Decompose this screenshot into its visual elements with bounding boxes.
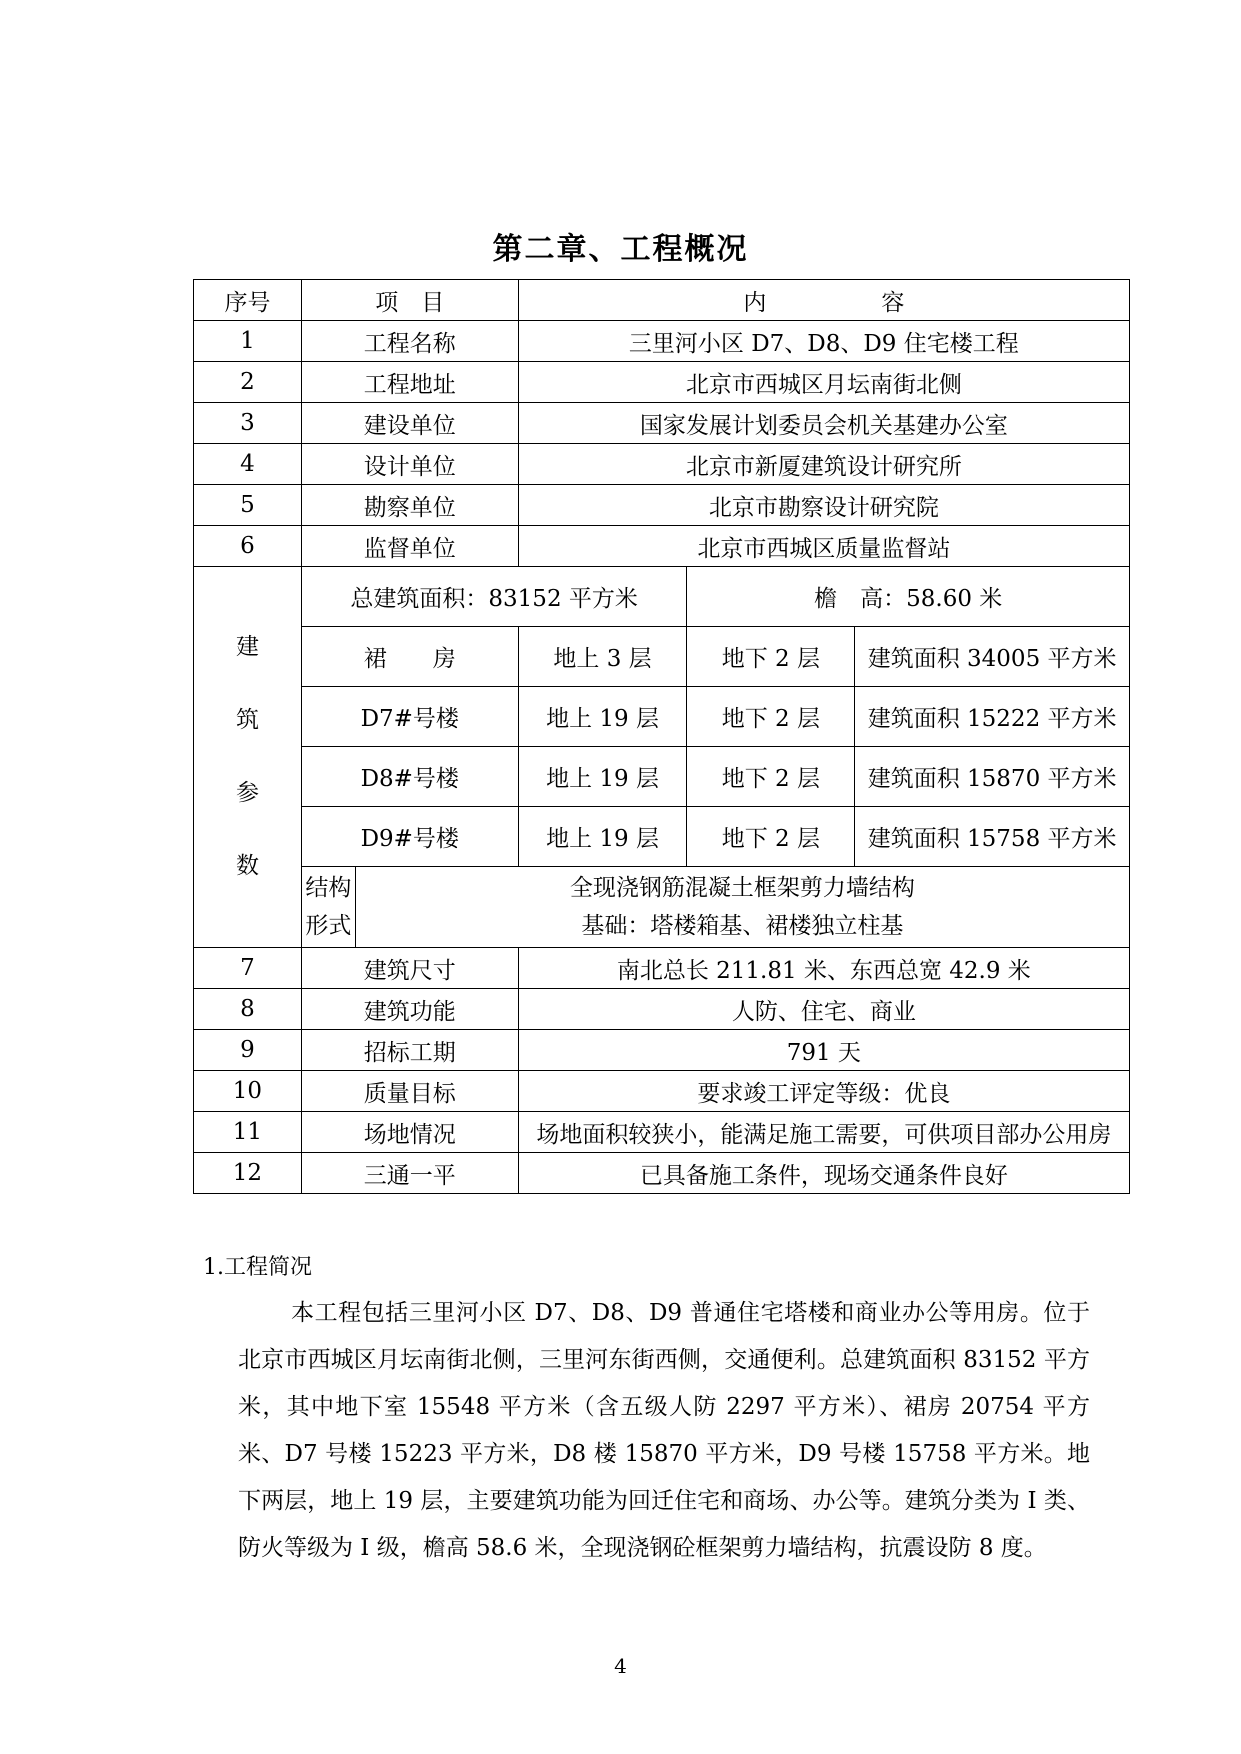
row-item: 质量目标 xyxy=(301,1071,518,1112)
params-area-row xyxy=(194,567,1130,627)
table-row xyxy=(194,362,1130,403)
building-name: 裙 房 xyxy=(301,627,518,687)
row-no: 10 xyxy=(194,1071,302,1112)
row-item: 建筑尺寸 xyxy=(301,948,518,989)
building-row xyxy=(194,687,1130,747)
row-content: 北京市西城区月坛南街北侧 xyxy=(518,362,1129,403)
row-item: 工程地址 xyxy=(301,362,518,403)
table-row xyxy=(194,444,1130,485)
building-name: D8#号楼 xyxy=(301,747,518,807)
structure-content: 全现浇钢筋混凝土框架剪力墙结构 基础：塔楼箱基、裙楼独立柱基 xyxy=(355,867,1129,948)
row-no: 7 xyxy=(194,948,302,989)
chapter-title: 第二章、工程概况 xyxy=(492,232,749,267)
page-number: 4 xyxy=(614,1654,627,1678)
row-no: 1 xyxy=(194,321,302,362)
header-content: 内 容 xyxy=(518,280,1129,321)
row-no: 11 xyxy=(194,1112,302,1153)
header-no: 序号 xyxy=(194,280,302,321)
structure-label: 结构形式 xyxy=(301,867,355,948)
row-no: 9 xyxy=(194,1030,302,1071)
row-content: 国家发展计划委员会机关基建办公室 xyxy=(518,403,1129,444)
row-item: 场地情况 xyxy=(301,1112,518,1153)
row-item: 招标工期 xyxy=(301,1030,518,1071)
table-row xyxy=(194,485,1130,526)
floors-above: 地上 19 层 xyxy=(518,687,687,747)
row-content: 三里河小区 D7、D8、D9 住宅楼工程 xyxy=(518,321,1129,362)
project-overview-table xyxy=(193,279,1130,1194)
building-area: 建筑面积 34005 平方米 xyxy=(855,627,1130,687)
overview-paragraph: 本工程包括三里河小区 D7、D8、D9 普通住宅塔楼和商业办公等用房。位于北京市西城区月坛南街北侧，三里河东街西侧，交通便利。总建筑面积 83152 平方米，其中地下室 15548 平方米（含五级人防 2297 平方米）、裙房 20754 平方米、D7 号楼 15223 平方米，D8 楼 15870 平方米，D9 号楼 15758 平方米。地下两层，地上 19 层，主要建筑功能为回迁住宅和商场、办公等。建筑分类为 I 类、防火等级为 I 级，檐高 58.6 米，全现浇钢砼框架剪力墙结构，抗震设防 8 度。 xyxy=(238,1300,1090,1561)
floors-below: 地下 2 层 xyxy=(687,807,855,867)
section-heading: 1.工程简况 xyxy=(203,1255,312,1280)
row-no: 12 xyxy=(194,1153,302,1194)
building-row xyxy=(194,627,1130,687)
building-params-label: 建 筑 参 数 xyxy=(194,567,302,948)
table-header-row xyxy=(194,280,1130,321)
table-row xyxy=(194,989,1130,1030)
row-content: 791 天 xyxy=(518,1030,1129,1071)
table-row xyxy=(194,948,1130,989)
row-content: 南北总长 211.81 米、东西总宽 42.9 米 xyxy=(518,948,1129,989)
row-item: 监督单位 xyxy=(301,526,518,567)
floors-above: 地上 19 层 xyxy=(518,807,687,867)
row-content: 北京市西城区质量监督站 xyxy=(518,526,1129,567)
row-content: 场地面积较狭小，能满足施工需要，可供项目部办公用房 xyxy=(518,1112,1129,1153)
total-area: 总建筑面积：83152 平方米 xyxy=(301,567,687,627)
row-item: 建设单位 xyxy=(301,403,518,444)
table-row xyxy=(194,403,1130,444)
table-row xyxy=(194,526,1130,567)
floors-below: 地下 2 层 xyxy=(687,687,855,747)
header-item: 项 目 xyxy=(301,280,518,321)
row-no: 3 xyxy=(194,403,302,444)
building-name: D7#号楼 xyxy=(301,687,518,747)
building-area: 建筑面积 15870 平方米 xyxy=(855,747,1130,807)
row-no: 4 xyxy=(194,444,302,485)
building-area: 建筑面积 15222 平方米 xyxy=(855,687,1130,747)
building-row xyxy=(194,747,1130,807)
building-area: 建筑面积 15758 平方米 xyxy=(855,807,1130,867)
row-no: 2 xyxy=(194,362,302,403)
table-row xyxy=(194,1153,1130,1194)
table-row xyxy=(194,1112,1130,1153)
row-no: 8 xyxy=(194,989,302,1030)
row-content: 北京市新厦建筑设计研究所 xyxy=(518,444,1129,485)
row-no: 6 xyxy=(194,526,302,567)
row-item: 勘察单位 xyxy=(301,485,518,526)
table-row xyxy=(194,1071,1130,1112)
row-content: 北京市勘察设计研究院 xyxy=(518,485,1129,526)
row-content: 要求竣工评定等级：优良 xyxy=(518,1071,1129,1112)
row-item: 三通一平 xyxy=(301,1153,518,1194)
table-row xyxy=(194,321,1130,362)
eave-height: 檐 高：58.60 米 xyxy=(687,567,1130,627)
building-row xyxy=(194,807,1130,867)
row-content: 已具备施工条件，现场交通条件良好 xyxy=(518,1153,1129,1194)
floors-below: 地下 2 层 xyxy=(687,747,855,807)
floors-below: 地下 2 层 xyxy=(687,627,855,687)
building-name: D9#号楼 xyxy=(301,807,518,867)
floors-above: 地上 3 层 xyxy=(518,627,687,687)
table-row xyxy=(194,1030,1130,1071)
row-no: 5 xyxy=(194,485,302,526)
row-item: 设计单位 xyxy=(301,444,518,485)
row-content: 人防、住宅、商业 xyxy=(518,989,1129,1030)
row-item: 工程名称 xyxy=(301,321,518,362)
structure-row xyxy=(194,867,1130,948)
row-item: 建筑功能 xyxy=(301,989,518,1030)
floors-above: 地上 19 层 xyxy=(518,747,687,807)
